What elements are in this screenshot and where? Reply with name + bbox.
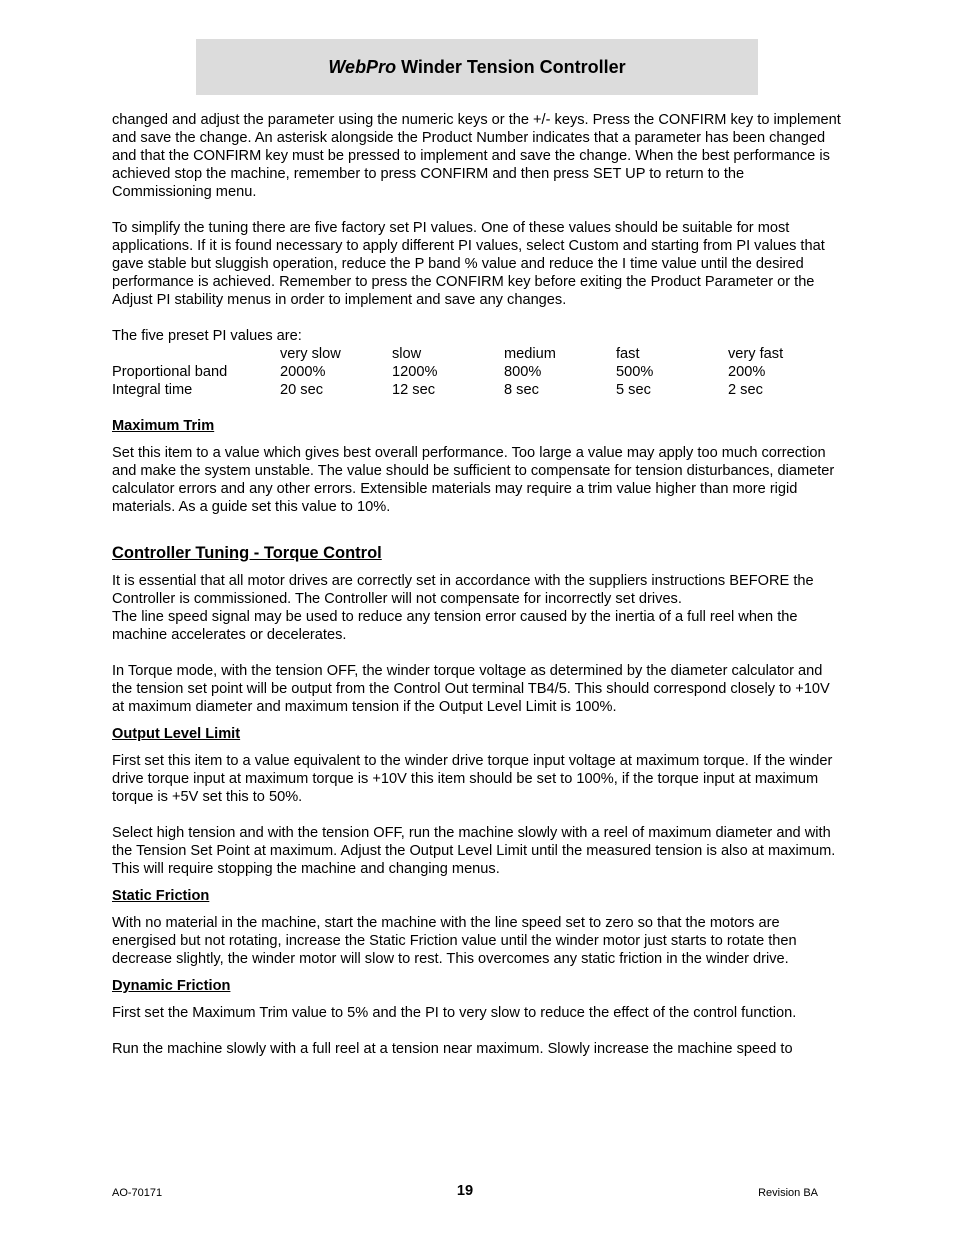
heading-output-level-limit: Output Level Limit	[112, 726, 241, 742]
table-cell: 200%	[728, 364, 766, 380]
paragraph-torque-drives: It is essential that all motor drives are correctly set in accordance with the suppliers instructions BEFORE the Controller is commissioned. The Controller will not compensate for incorrectly set drives.	[112, 573, 814, 607]
table-column-header: fast	[616, 346, 640, 362]
table-header-row	[112, 345, 840, 363]
page-footer	[112, 1180, 818, 1204]
document-body	[112, 111, 844, 1058]
table-column-header: medium	[504, 346, 556, 362]
header-brand: WebPro	[328, 56, 397, 77]
paragraph-dynamic-friction-1: First set the Maximum Trim value to 5% and the PI to very slow to reduce the effect of the control function.	[112, 1005, 797, 1021]
paragraph-torque-line-speed: The line speed signal may be used to reduce any tension error caused by the inertia of a full reel when the machine accelerates or decelerates.	[112, 609, 798, 643]
heading-torque-control: Controller Tuning - Torque Control	[112, 544, 382, 562]
paragraph-preset-intro: The five preset PI values are:	[112, 328, 302, 344]
paragraph-maximum-trim: Set this item to a value which gives best overall performance. Too large a value may apply too much correction and make the system unstable. The value should be sufficient to compensate for tension disturbances, diameter calculator errors and any other errors. Extensible materials may require a trim value higher than more rigid materials. As a guide set this value to 10%.	[112, 445, 835, 515]
table-row	[112, 363, 840, 381]
heading-maximum-trim: Maximum Trim	[112, 418, 215, 434]
table-cell: 1200%	[392, 364, 438, 380]
table-cell: 2000%	[280, 364, 326, 380]
table-column-header: slow	[392, 346, 422, 362]
paragraph-torque-mode: In Torque mode, with the tension OFF, the winder torque voltage as determined by the diameter calculator and the tension set point will be output from the Control Out terminal TB4/5. This should correspond closely to +10V at maximum diameter and maximum tension if the Output Level Limit is 100%.	[112, 663, 830, 715]
page-number: 19	[456, 1183, 474, 1199]
heading-dynamic-friction: Dynamic Friction	[112, 978, 231, 994]
table-row-label: Integral time	[112, 382, 193, 398]
paragraph-dynamic-friction-2: Run the machine slowly with a full reel at a tension near maximum. Slowly increase the machine speed to	[112, 1041, 793, 1057]
table-cell: 800%	[504, 364, 542, 380]
table-column-header: very slow	[280, 346, 341, 362]
table-cell: 8 sec	[504, 382, 539, 398]
paragraph-static-friction: With no material in the machine, start the machine with the line speed set to zero so that the motors are energised but not rotating, increase the Static Friction value until the winder motor just starts to rotate then decrease slightly, the winder motor will slow to rest. This overcomes any static friction in the winder drive.	[112, 915, 797, 967]
table-cell: 5 sec	[616, 382, 651, 398]
table-column-header: very fast	[728, 346, 784, 362]
paragraph-pi-values: To simplify the tuning there are five factory set PI values. One of these values should be suitable for most applications. If it is found necessary to apply different PI values, select Custom and starting from PI values that gave stable but sluggish operation, reduce the P band % value and reduce the I time value until the desired performance is achieved. Remember to press the CONFIRM key before exiting the Product Parameter or the Adjust PI stability menus in order to implement and save any changes.	[112, 220, 825, 308]
paragraph-output-level-2: Select high tension and with the tension OFF, run the machine slowly with a reel of maximum diameter and with the Tension Set Point at maximum. Adjust the Output Level Limit until the measured tension is also at maximum. This will require stopping the machine and changing menus.	[112, 825, 836, 877]
header-title: Winder Tension Controller	[396, 56, 626, 77]
paragraph-output-level-1: First set this item to a value equivalent to the winder drive torque input voltage at maximum torque. If the winder drive torque input at maximum torque is +10V this item should be set to 100%, if the torque input at maximum torque is +5V set this to 50%.	[112, 753, 833, 805]
table-cell: 12 sec	[392, 382, 435, 398]
table-cell: 2 sec	[728, 382, 763, 398]
pi-values-table	[112, 345, 840, 399]
revision-label: Revision BA	[758, 1187, 818, 1199]
heading-static-friction: Static Friction	[112, 888, 210, 904]
paragraph-confirm: changed and adjust the parameter using the numeric keys or the +/- keys. Press the CONFIRM key to implement and save the change. An asterisk alongside the Product Number indicates that a parameter has been changed and that the CONFIRM key must be pressed to implement and save the change. When the best performance is achieved stop the machine, remember to press CONFIRM and then press SET UP to return to the Commissioning menu.	[112, 112, 841, 200]
document-code: AO-70171	[112, 1187, 163, 1199]
page-header	[196, 39, 758, 95]
table-row-label: Proportional band	[112, 364, 228, 380]
table-row	[112, 381, 840, 399]
table-cell: 500%	[616, 364, 654, 380]
table-cell: 20 sec	[280, 382, 323, 398]
